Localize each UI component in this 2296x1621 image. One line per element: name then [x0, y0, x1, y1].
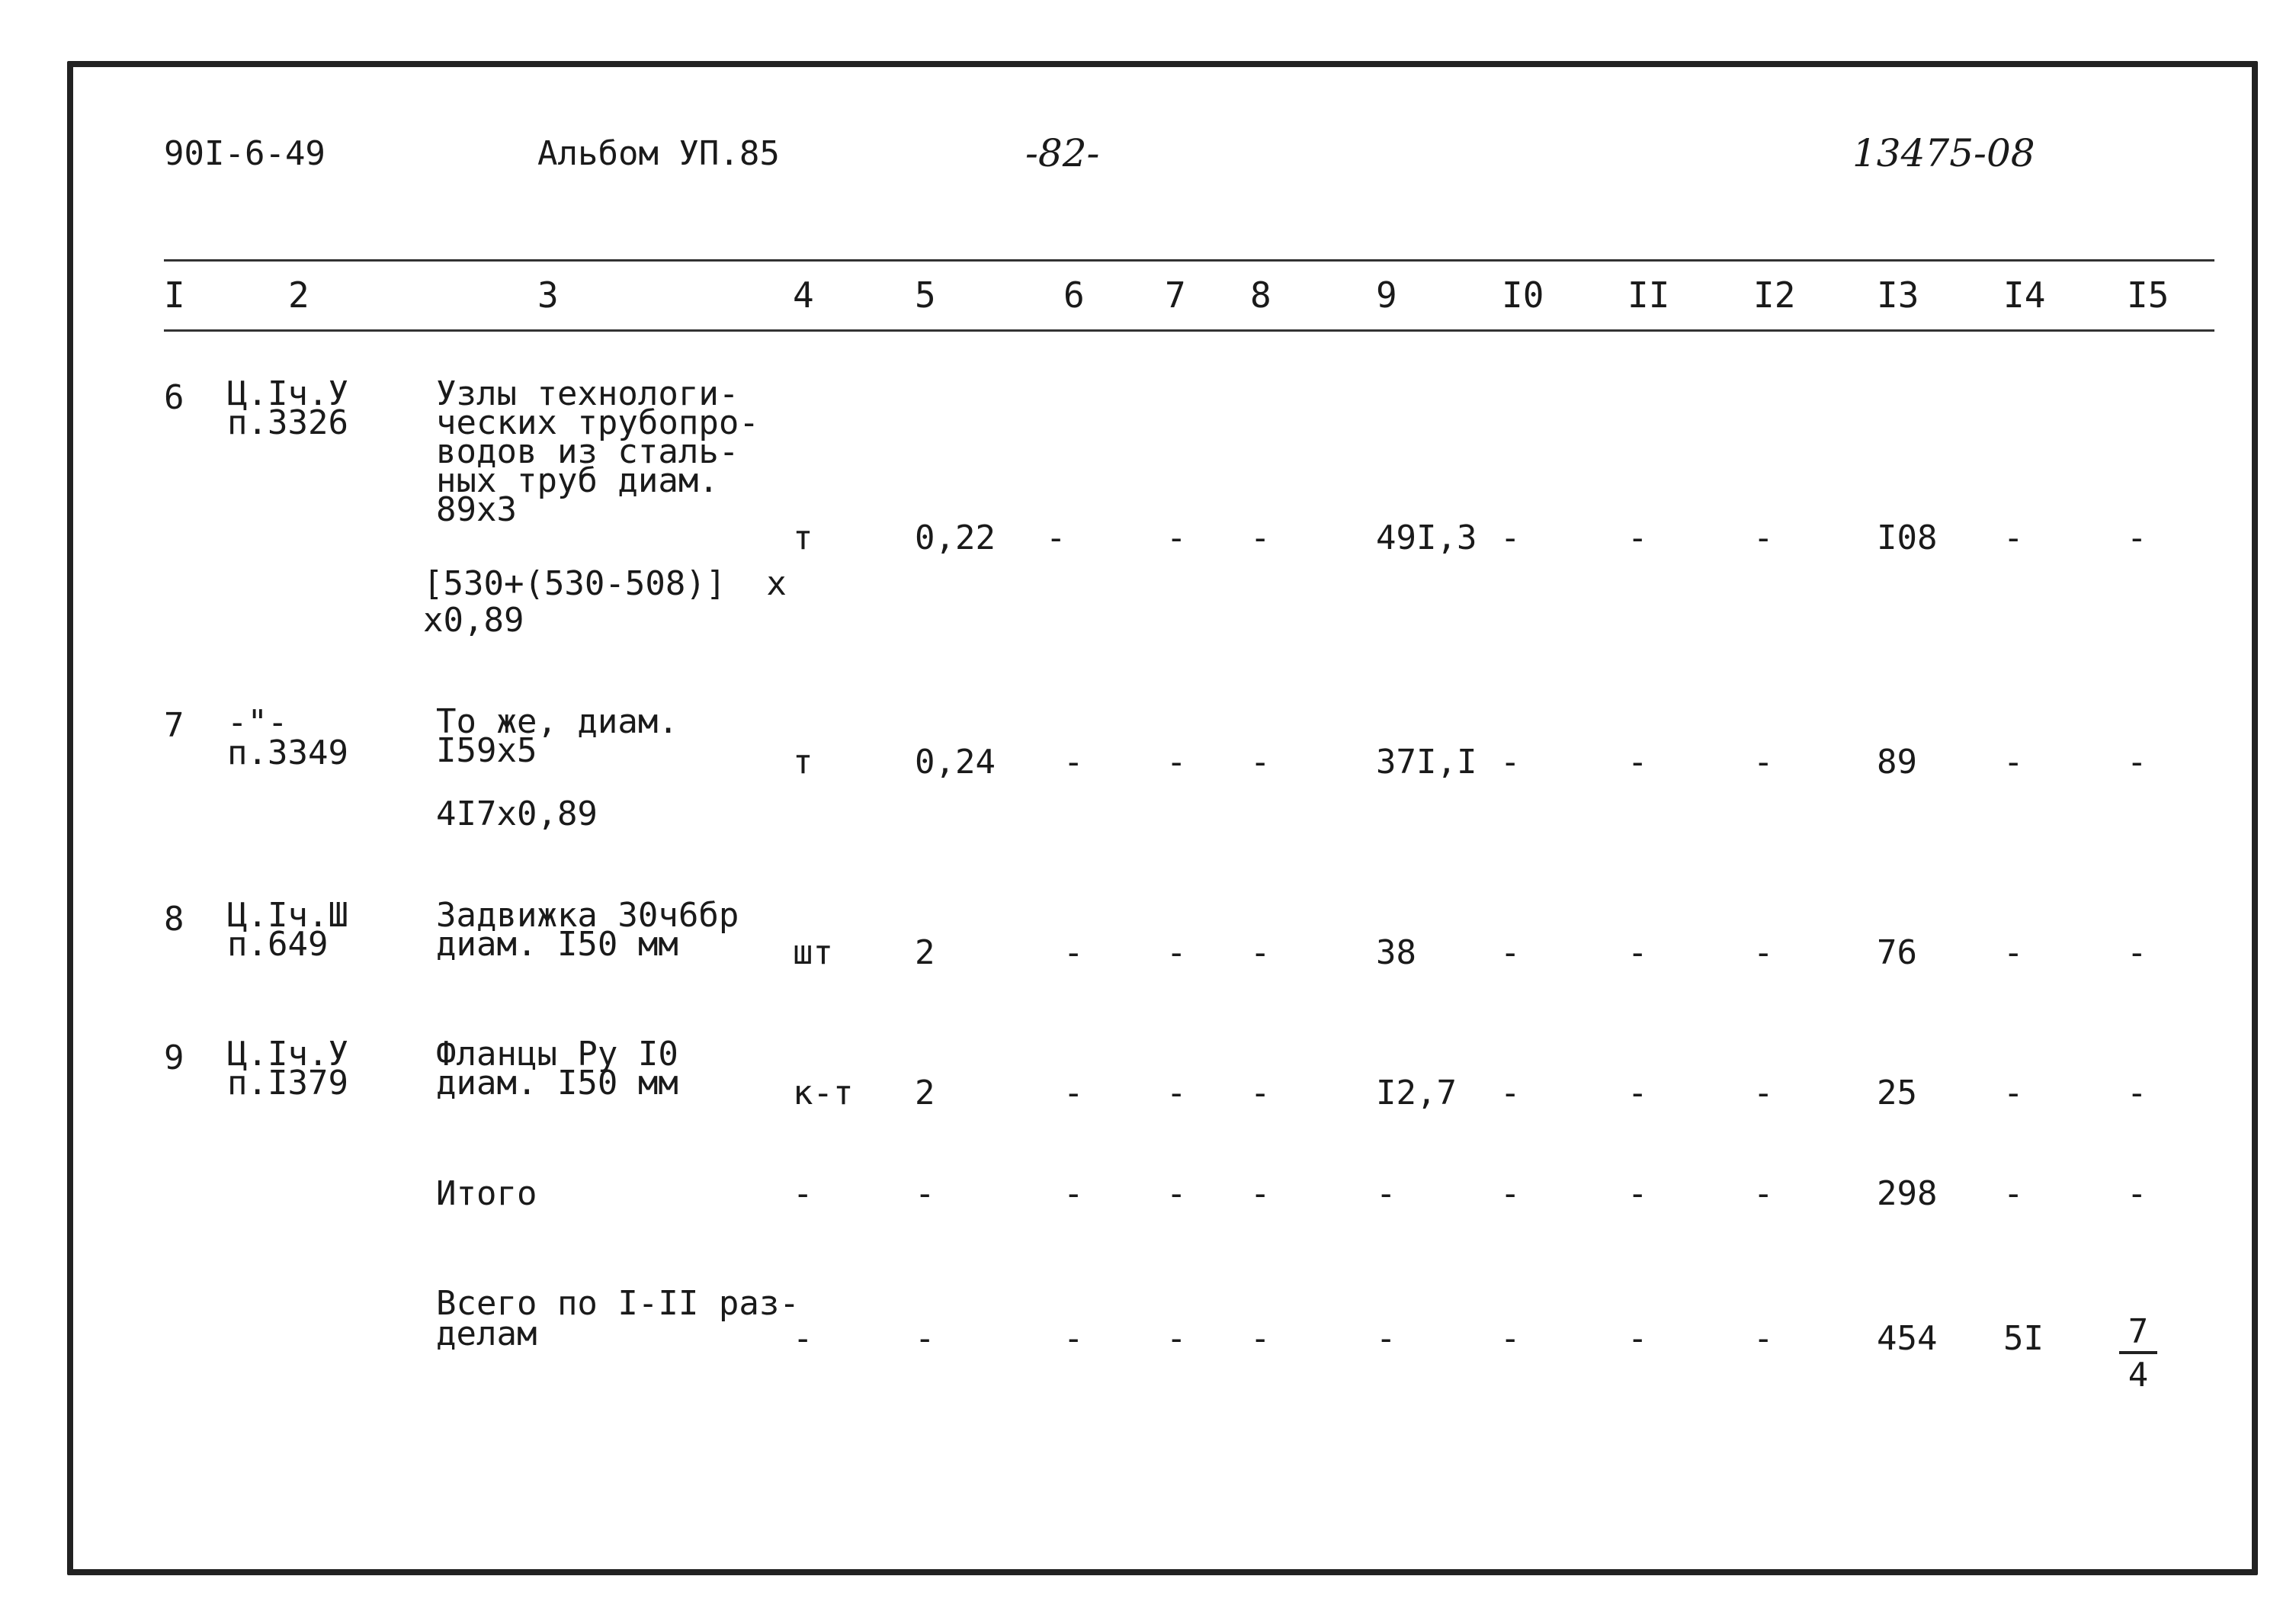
column-number: 5: [915, 274, 936, 316]
row-description: Фланцы Ру I0 диам. I50 мм: [436, 1035, 678, 1103]
cell-col9: 49I,3: [1376, 518, 1477, 557]
cell-col15: -: [2127, 933, 2147, 972]
cell-col6: -: [1063, 933, 1084, 972]
column-number: 7: [1165, 274, 1186, 316]
column-number: I3: [1877, 274, 1919, 316]
grand-total-col7: -: [1166, 1319, 1187, 1358]
column-number: I2: [1753, 274, 1796, 316]
row-description: Узлы технологи- ческих трубопро- водов из сталь- ных труб диам. 89x3: [436, 374, 759, 529]
row-number: 6: [164, 378, 184, 417]
row-number: 7: [164, 706, 184, 745]
cell-col8: -: [1250, 1074, 1271, 1112]
total-col11: -: [1627, 1174, 1648, 1213]
row-reference: Ц.Iч.Ш п.649: [227, 896, 348, 964]
cell-unit: шт: [793, 933, 833, 972]
cell-col12: -: [1753, 518, 1774, 557]
fraction-numerator: 7: [2119, 1313, 2157, 1354]
column-number: II: [1627, 274, 1670, 316]
sheet-number: 13475-08: [1852, 131, 2035, 175]
column-number: I0: [1502, 274, 1544, 316]
total-col6: -: [1063, 1174, 1084, 1213]
total-col13: 298: [1877, 1174, 1938, 1213]
grand-total-unit: -: [793, 1319, 813, 1358]
column-number: I4: [2003, 274, 2046, 316]
cell-unit: т: [793, 743, 813, 782]
cell-col6: -: [1063, 1074, 1084, 1112]
cell-unit: к-т: [793, 1074, 854, 1112]
column-number: I5: [2127, 274, 2169, 316]
cell-quantity: 2: [915, 933, 935, 972]
cell-col11: -: [1627, 743, 1648, 782]
fraction-denominator: 4: [2128, 1356, 2149, 1395]
cell-col11: -: [1627, 518, 1648, 557]
grand-total-col11: -: [1627, 1319, 1648, 1358]
cell-col15: -: [2127, 518, 2147, 557]
column-number: 6: [1063, 274, 1085, 316]
cell-col8: -: [1250, 518, 1271, 557]
cell-col10: -: [1500, 933, 1521, 972]
column-number: 3: [537, 274, 559, 316]
document-code: 90I-6-49: [164, 134, 325, 173]
cell-col10: -: [1500, 1074, 1521, 1112]
cell-col15: -: [2127, 1074, 2147, 1112]
cell-col15: -: [2127, 743, 2147, 782]
album-title: Альбом УП.85: [537, 134, 780, 173]
row-reference: -"- п.3349: [227, 703, 348, 772]
cell-quantity: 2: [915, 1074, 935, 1112]
cell-col14: -: [2003, 518, 2024, 557]
total-col8: -: [1250, 1174, 1271, 1213]
cell-col7: -: [1166, 743, 1187, 782]
row-formula: [530+(530-508)] x x0,89: [423, 564, 787, 640]
row-number: 9: [164, 1038, 184, 1077]
row-reference: Ц.Iч.У п.I379: [227, 1035, 348, 1103]
column-number: I: [164, 274, 185, 316]
cell-col11: -: [1627, 1074, 1648, 1112]
grand-total-col15-fraction: [2119, 1313, 2157, 1397]
grand-total-col13: 454: [1877, 1319, 1938, 1358]
grand-total-quantity: -: [915, 1319, 935, 1358]
column-number: 8: [1250, 274, 1271, 316]
cell-col6: -: [1046, 518, 1066, 557]
cell-col9: I2,7: [1376, 1074, 1457, 1112]
cell-col7: -: [1166, 1074, 1187, 1112]
grand-total-label: Всего по I-II раз- делам: [436, 1284, 800, 1353]
grand-total-col14: 5I: [2003, 1319, 2044, 1358]
page-number: -82-: [1025, 131, 1100, 175]
grand-total-col12: -: [1753, 1319, 1774, 1358]
grand-total-col9: -: [1376, 1319, 1397, 1358]
cell-quantity: 0,22: [915, 518, 996, 557]
cell-col12: -: [1753, 743, 1774, 782]
cell-col13: 89: [1877, 743, 1917, 782]
header-bottom-rule: [164, 329, 2214, 332]
cell-col10: -: [1500, 743, 1521, 782]
grand-total-col10: -: [1500, 1319, 1521, 1358]
row-description: То же, диам. I59x5: [436, 702, 678, 770]
total-unit: -: [793, 1174, 813, 1213]
header-top-rule: [164, 259, 2214, 262]
cell-col10: -: [1500, 518, 1521, 557]
cell-col7: -: [1166, 518, 1187, 557]
row-reference: Ц.Iч.У п.3326: [227, 374, 348, 442]
cell-col7: -: [1166, 933, 1187, 972]
cell-col13: 25: [1877, 1074, 1917, 1112]
cell-col9: 38: [1376, 933, 1416, 972]
total-col9: -: [1376, 1174, 1397, 1213]
total-col10: -: [1500, 1174, 1521, 1213]
cell-col11: -: [1627, 933, 1648, 972]
column-number: 9: [1376, 274, 1397, 316]
cell-col6: -: [1063, 743, 1084, 782]
cell-unit: т: [793, 518, 813, 557]
cell-col14: -: [2003, 933, 2024, 972]
total-col14: -: [2003, 1174, 2024, 1213]
row-formula: 4I7x0,89: [436, 794, 598, 833]
row-number: 8: [164, 900, 184, 939]
total-col12: -: [1753, 1174, 1774, 1213]
cell-col8: -: [1250, 743, 1271, 782]
cell-col8: -: [1250, 933, 1271, 972]
column-number: 4: [793, 274, 814, 316]
row-description: Задвижка 30ч6бр диам. I50 мм: [436, 896, 739, 964]
cell-col12: -: [1753, 933, 1774, 972]
grand-total-col6: -: [1063, 1319, 1084, 1358]
total-col7: -: [1166, 1174, 1187, 1213]
grand-total-col8: -: [1250, 1319, 1271, 1358]
total-col15: -: [2127, 1174, 2147, 1213]
cell-col13: I08: [1877, 518, 1938, 557]
cell-col14: -: [2003, 743, 2024, 782]
cell-col12: -: [1753, 1074, 1774, 1112]
total-label: Итого: [436, 1174, 537, 1213]
cell-quantity: 0,24: [915, 743, 996, 782]
total-quantity: -: [915, 1174, 935, 1213]
column-number: 2: [288, 274, 309, 316]
cell-col13: 76: [1877, 933, 1917, 972]
cell-col9: 37I,I: [1376, 743, 1477, 782]
cell-col14: -: [2003, 1074, 2024, 1112]
